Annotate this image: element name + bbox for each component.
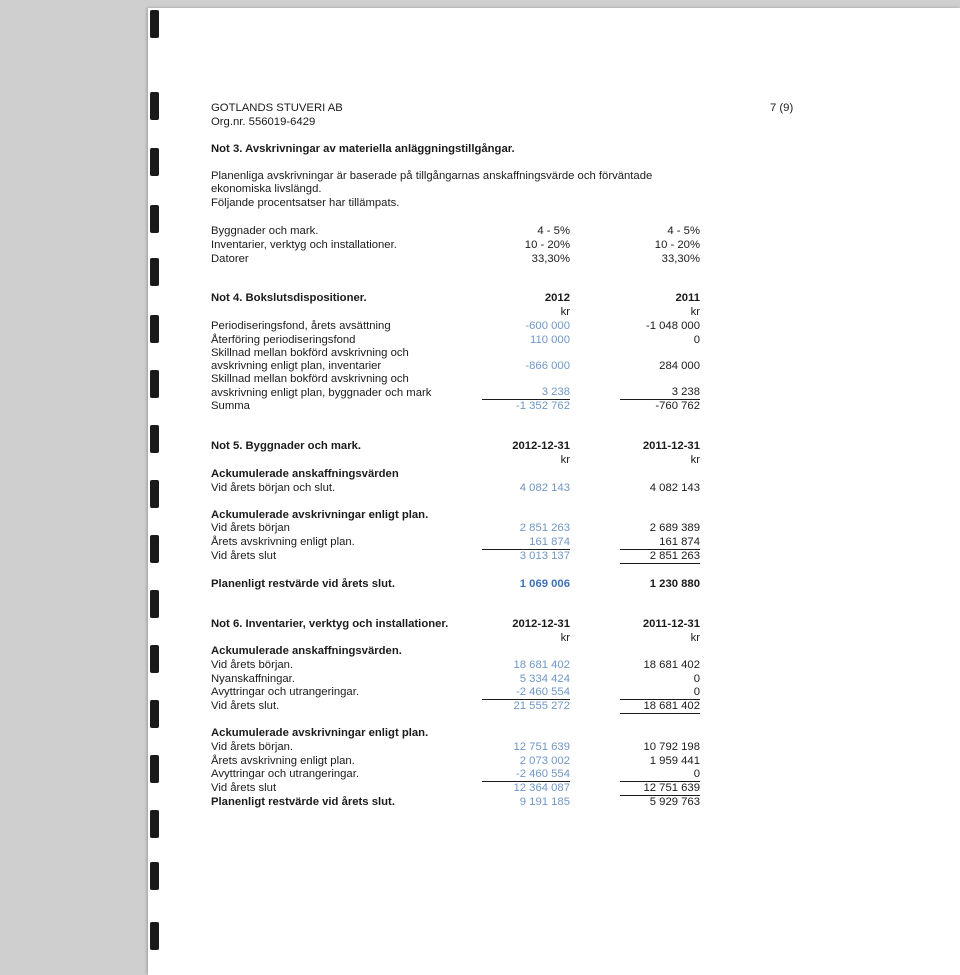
note4-unit-2011: kr bbox=[690, 306, 700, 318]
note6-row-label: Vid årets början. bbox=[211, 741, 294, 753]
note4-value-2011: 3 238 bbox=[671, 386, 700, 398]
note4-col-2012: 2012 bbox=[544, 292, 570, 304]
note6-value-2011: 0 bbox=[693, 673, 700, 685]
note6-value-2011: 0 bbox=[693, 686, 700, 698]
note5-row-label: Vid årets början bbox=[211, 522, 290, 534]
note6-residual-2012: 9 191 185 bbox=[519, 796, 570, 808]
note4-value-2012: -866 000 bbox=[525, 360, 570, 372]
company-name: GOTLANDS STUVERI AB bbox=[211, 102, 343, 114]
note4-value-2011: 284 000 bbox=[659, 360, 700, 372]
note3-row-2012: 33,30% bbox=[531, 253, 570, 265]
punch-hole bbox=[150, 810, 159, 838]
org-number: Org.nr. 556019-6429 bbox=[211, 116, 316, 128]
note6-row-label: Nyanskaffningar. bbox=[211, 673, 295, 685]
note5-residual-2011: 1 230 880 bbox=[649, 578, 700, 590]
note4-col-2011: 2011 bbox=[675, 292, 700, 304]
note6-residual-2011: 5 929 763 bbox=[649, 796, 700, 808]
note6-title: Not 6. Inventarier, verktyg och installationer. bbox=[211, 618, 449, 630]
note4-unit-2012: kr bbox=[560, 306, 570, 318]
note5-title: Not 5. Byggnader och mark. bbox=[211, 440, 362, 452]
note6-value-2011: 18 681 402 bbox=[643, 659, 700, 671]
note3-row-2011: 4 - 5% bbox=[667, 225, 700, 237]
note4-value-2012: 110 000 bbox=[530, 334, 570, 346]
note5-row-label: Vid årets slut bbox=[211, 550, 277, 562]
punch-hole bbox=[150, 862, 159, 890]
note3-row-2011: 10 - 20% bbox=[654, 239, 700, 251]
note6-value-2012: 21 555 272 bbox=[513, 700, 570, 712]
note5-row-label: Vid årets början och slut. bbox=[211, 482, 336, 494]
note4-row-label: Periodiseringsfond, årets avsättning bbox=[211, 320, 391, 332]
punch-hole bbox=[150, 480, 159, 508]
note6-col-2011: 2011-12-31 bbox=[642, 618, 700, 630]
punch-hole bbox=[150, 10, 159, 38]
note5-value-2012: 2 851 263 bbox=[519, 522, 570, 534]
total-rule bbox=[620, 563, 700, 564]
note4-row-label: Skillnad mellan bokförd avskrivning och bbox=[211, 347, 409, 359]
note6-row-label: Vid årets slut bbox=[211, 782, 277, 794]
note6-value-2012: 5 334 424 bbox=[519, 673, 570, 685]
note6-value-2011: 10 792 198 bbox=[643, 741, 700, 753]
note4-sum-2011: -760 762 bbox=[655, 400, 700, 412]
note6-unit-2012: kr bbox=[560, 632, 570, 644]
note5-residual-2012: 1 069 006 bbox=[519, 578, 570, 590]
note4-row-label: avskrivning enligt plan, inventarier bbox=[211, 360, 382, 372]
note6-unit-2011: kr bbox=[690, 632, 700, 644]
note6-row-label: Vid årets början. bbox=[211, 659, 294, 671]
note3-row-2012: 10 - 20% bbox=[524, 239, 570, 251]
punch-hole bbox=[150, 645, 159, 673]
note4-sum-2012: -1 352 762 bbox=[515, 400, 570, 412]
note6-value-2012: 2 073 002 bbox=[519, 755, 570, 767]
note6-value-2012: -2 460 554 bbox=[515, 686, 570, 698]
note4-value-2012: 3 238 bbox=[541, 386, 570, 398]
note3-paragraph-line: ekonomiska livslängd. bbox=[211, 183, 322, 195]
note6-value-2011: 1 959 441 bbox=[649, 755, 700, 767]
note5-row-label: Årets avskrivning enligt plan. bbox=[211, 536, 355, 548]
punch-hole bbox=[150, 425, 159, 453]
punch-hole bbox=[150, 700, 159, 728]
note3-paragraph-line: Följande procentsatser har tillämpats. bbox=[211, 197, 400, 209]
note4-row-label: avskrivning enligt plan, byggnader och mark bbox=[211, 387, 432, 399]
note5-value-2011: 2 689 389 bbox=[649, 522, 700, 534]
punch-hole bbox=[150, 535, 159, 563]
note3-row-2011: 33,30% bbox=[661, 253, 700, 265]
note3-paragraph-line: Planenliga avskrivningar är baserade på tillgångarnas anskaffningsvärde och förväntade bbox=[211, 170, 653, 182]
note6-section-heading: Ackumulerade anskaffningsvärden. bbox=[211, 645, 402, 657]
note6-value-2011: 12 751 639 bbox=[643, 782, 700, 794]
note6-row-label: Avyttringar och utrangeringar. bbox=[211, 768, 359, 780]
note6-value-2012: 18 681 402 bbox=[513, 659, 570, 671]
note5-value-2011: 2 851 263 bbox=[649, 550, 700, 562]
note5-value-2012: 161 874 bbox=[529, 536, 570, 548]
punch-hole bbox=[150, 92, 159, 120]
punch-hole bbox=[150, 590, 159, 618]
note4-sum-label: Summa bbox=[211, 400, 250, 412]
punch-hole bbox=[150, 205, 159, 233]
punch-hole bbox=[150, 315, 159, 343]
note3-row-label: Datorer bbox=[211, 253, 249, 265]
note5-value-2012: 4 082 143 bbox=[519, 482, 570, 494]
total-rule bbox=[620, 713, 700, 714]
note5-value-2012: 3 013 137 bbox=[519, 550, 570, 562]
note6-value-2012: -2 460 554 bbox=[515, 768, 570, 780]
note5-col-2011: 2011-12-31 bbox=[642, 440, 700, 452]
punch-hole bbox=[150, 755, 159, 783]
note3-row-label: Byggnader och mark. bbox=[211, 225, 319, 237]
punch-hole bbox=[150, 258, 159, 286]
note5-section-heading: Ackumulerade avskrivningar enligt plan. bbox=[211, 509, 429, 521]
note5-value-2011: 161 874 bbox=[659, 536, 700, 548]
note3-title: Not 3. Avskrivningar av materiella anläggningstillgångar. bbox=[211, 143, 515, 155]
note6-value-2011: 0 bbox=[693, 768, 700, 780]
punch-hole bbox=[150, 370, 159, 398]
note5-value-2011: 4 082 143 bbox=[649, 482, 700, 494]
note5-residual-label: Planenligt restvärde vid årets slut. bbox=[211, 578, 395, 590]
note6-section-heading: Ackumulerade avskrivningar enligt plan. bbox=[211, 727, 429, 739]
note6-row-label: Årets avskrivning enligt plan. bbox=[211, 755, 355, 767]
note4-row-label: Återföring periodiseringsfond bbox=[211, 334, 356, 346]
punch-hole bbox=[150, 922, 159, 950]
note6-row-label: Vid årets slut. bbox=[211, 700, 280, 712]
note6-col-2012: 2012-12-31 bbox=[512, 618, 570, 630]
page-number: 7 (9) bbox=[770, 102, 794, 114]
note6-value-2012: 12 364 087 bbox=[513, 782, 570, 794]
note5-unit-2012: kr bbox=[560, 454, 570, 466]
note6-row-label: Avyttringar och utrangeringar. bbox=[211, 686, 359, 698]
note6-residual-label: Planenligt restvärde vid årets slut. bbox=[211, 796, 395, 808]
note5-unit-2011: kr bbox=[690, 454, 700, 466]
note4-value-2012: -600 000 bbox=[525, 320, 570, 332]
note4-title: Not 4. Bokslutsdispositioner. bbox=[211, 292, 367, 304]
note5-col-2012: 2012-12-31 bbox=[512, 440, 570, 452]
note3-row-2012: 4 - 5% bbox=[537, 225, 570, 237]
note6-value-2011: 18 681 402 bbox=[643, 700, 700, 712]
note4-value-2011: -1 048 000 bbox=[645, 320, 700, 332]
note3-row-label: Inventarier, verktyg och installationer. bbox=[211, 239, 397, 251]
note4-value-2011: 0 bbox=[693, 334, 700, 346]
note6-value-2012: 12 751 639 bbox=[513, 741, 570, 753]
note4-row-label: Skillnad mellan bokförd avskrivning och bbox=[211, 373, 409, 385]
punch-hole bbox=[150, 148, 159, 176]
note5-section-heading: Ackumulerade anskaffningsvärden bbox=[211, 468, 399, 480]
